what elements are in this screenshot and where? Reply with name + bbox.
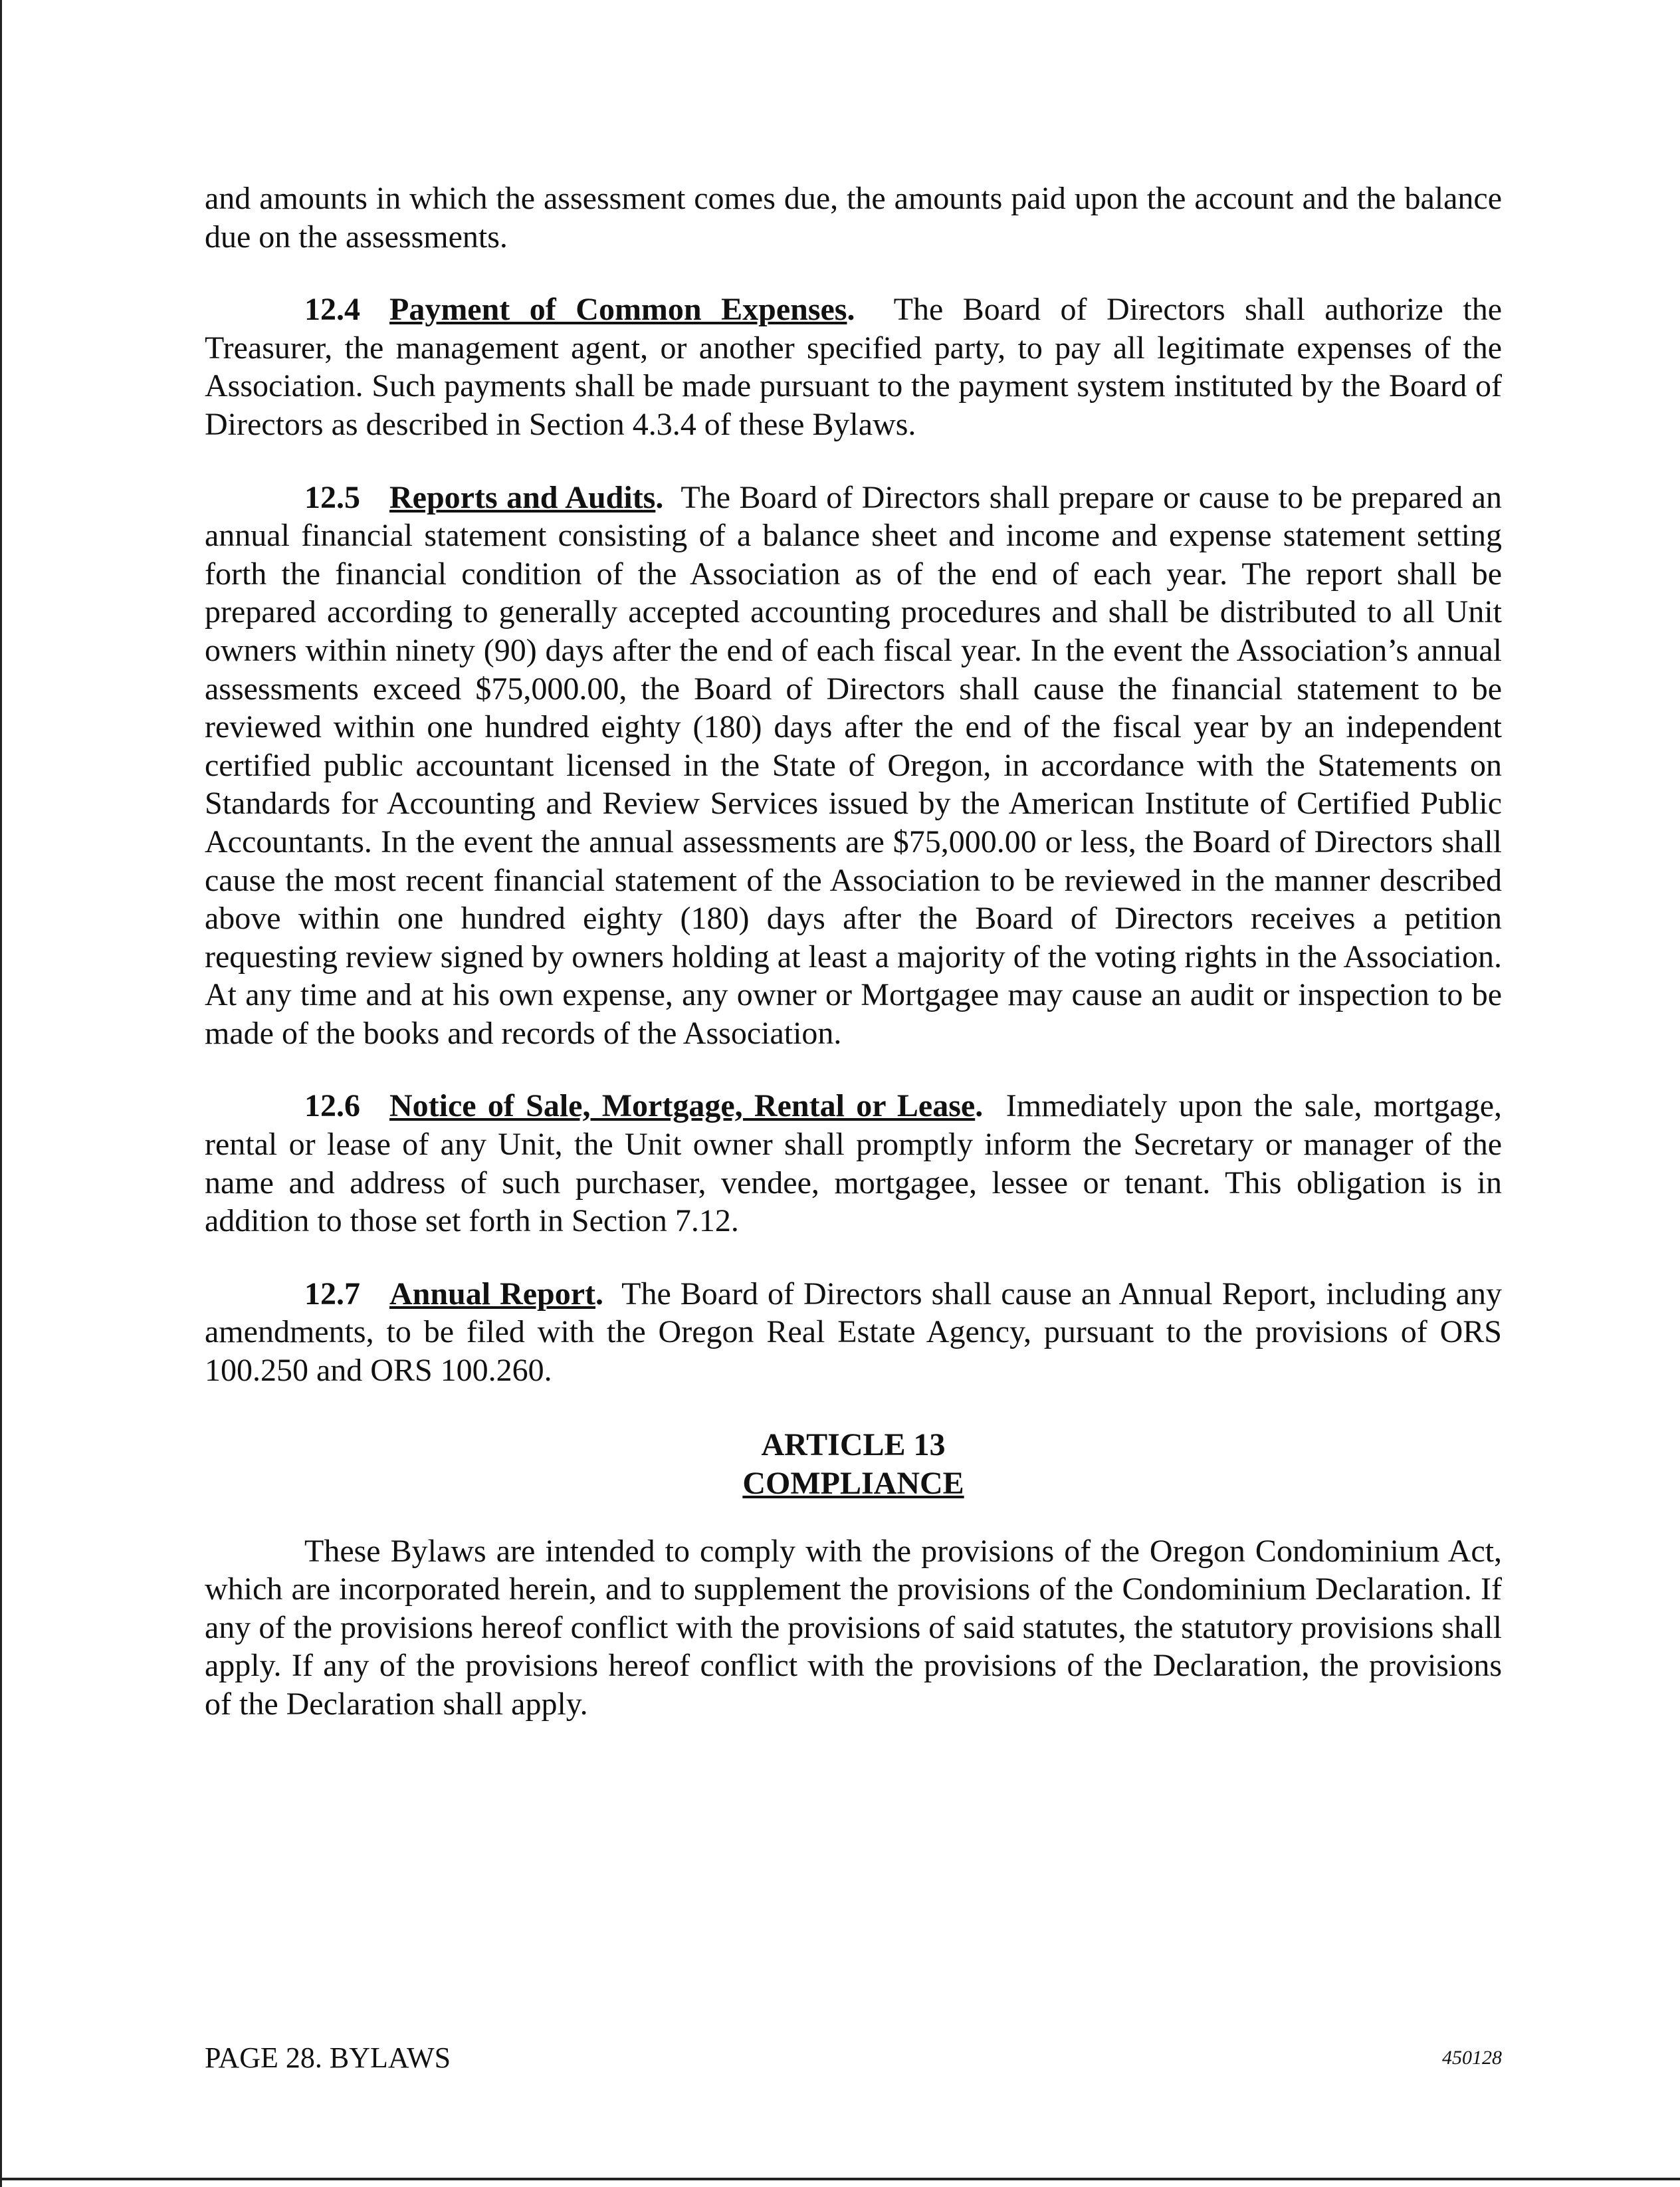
article-title: COMPLIANCE — [742, 1465, 964, 1501]
section-body: The Board of Directors shall cause an Annual Report, including any amendments, to be filed with the Oregon Real Estate Agency, pursuant to the provisions of ORS 100.250 and ORS 100.260. — [205, 1276, 1502, 1389]
section-number: 12.7 — [304, 1276, 360, 1312]
article-13-body: These Bylaws are intended to comply with the provisions of the Oregon Condominium Act, which are incorporated herein, and to supplement the provisions of the Condominium Declaration. If any of the provisions hereof conflict with the provisions of said statutes, the statutory provisions shall apply. If any of the provisions hereof conflict with the provisions of the Declaration, the provisions of the Declaration shall apply. — [205, 1533, 1502, 1722]
article-number: ARTICLE 13 — [761, 1427, 946, 1462]
footer-doc-number: 450128 — [1442, 2047, 1502, 2069]
section-body: The Board of Directors shall authorize the Treasurer, the management agent, or another specified party, to pay all legitimate expenses of the Association. Such payments shall be made pursuant to the payment system instituted by the Board of Directors as described in Section 4.3.4 of these Bylaws. — [205, 292, 1502, 442]
article-heading — [205, 1426, 1502, 1503]
section-12-6: 12.6 Notice of Sale, Mortgage, Rental or Lease. Immediately upon the sale, mortgage, rental or lease of any Unit, the Unit owner shall promptly inform the Secretary or manager of the name and address of such purchaser, vendee, mortgagee, lessee or tenant. This obligation is in addition to those set forth in Section 7.12. — [205, 1088, 1503, 1239]
document-page — [205, 179, 1502, 1724]
continuation-paragraph: and amounts in which the assessment comes due, the amounts paid upon the account and the balance due on the assessments. — [205, 181, 1502, 255]
section-number: 12.6 — [304, 1088, 360, 1124]
section-number: 12.5 — [304, 479, 360, 515]
section-body: The Board of Directors shall prepare or cause to be prepared an annual financial statement consisting of a balance sheet and income and expense statement setting forth the financial condition of the Association as of the end of each year. The report shall be prepared according to generally accepted accounting procedures and shall be distributed to all Unit owners within ninety (90) days after the end of each fiscal year. In the event the Association’s annual assessments exceed $75,000.00, the Board of Directors shall cause the financial statement to be reviewed within one hundred eighty (180) days after the end of the fiscal year by an independent certified public accountant licensed in the State of Oregon, in accordance with the Statements on Standards for Accounting and Review Services issued by the American Institute of Certified Public Accountants. In the event the annual assessments are $75,000.00 or less, the Board of Directors shall cause the most recent financial statement of the Association to be reviewed in the manner described above within one hundred eighty (180) days after the Board of Directors receives a petition requesting review signed by owners holding at least a majority of the voting rights in the Association. At any time and at his own expense, any owner or Mortgagee may cause an audit or inspection to be made of the books and records of the Association. — [205, 479, 1502, 1051]
section-title: Payment of Common Expenses — [389, 292, 847, 328]
section-body: Immediately upon the sale, mortgage, rental or lease of any Unit, the Unit owner shall promptly inform the Secretary or manager of the name and address of such purchaser, vendee, mortgagee, lessee or tenant. This obligation is in addition to those set forth in Section 7.12. — [205, 1088, 1503, 1239]
section-title: Notice of Sale, Mortgage, Rental or Lease — [389, 1088, 976, 1124]
section-title: Reports and Audits — [389, 479, 656, 515]
scan-edge-bottom — [0, 2178, 1680, 2180]
section-12-7: 12.7 Annual Report. The Board of Directors shall cause an Annual Report, including any amendments, to be filed with the Oregon Real Estate Agency, pursuant to the provisions of ORS 100.250 and ORS 100.260. — [205, 1276, 1502, 1389]
footer-page-label: PAGE 28. BYLAWS — [205, 2041, 451, 2074]
section-12-5: 12.5 Reports and Audits. The Board of Directors shall prepare or cause to be prepared an annual financial statement consisting of a balance sheet and income and expense statement setting forth the financial condition of the Association as of the end of each year. The report shall be prepared according to generally accepted accounting procedures and shall be distributed to all Unit owners within ninety (90) days after the end of each fiscal year. In the event the Association’s annual assessments exceed $75,000.00, the Board of Directors shall cause the financial statement to be reviewed within one hundred eighty (180) days after the end of the fiscal year by an independent certified public accountant licensed in the State of Oregon, in accordance with the Statements on Standards for Accounting and Review Services issued by the American Institute of Certified Public Accountants. In the event the annual assessments are $75,000.00 or less, the Board of Directors shall cause the most recent financial statement of the Association to be reviewed in the manner described above within one hundred eighty (180) days after the Board of Directors receives a petition requesting review signed by owners holding at least a majority of the voting rights in the Association. At any time and at his own expense, any owner or Mortgagee may cause an audit or inspection to be made of the books and records of the Association. — [205, 479, 1502, 1051]
section-number: 12.4 — [304, 292, 360, 328]
scan-edge-left — [0, 0, 2, 2187]
section-title: Annual Report — [389, 1276, 596, 1312]
section-12-4: 12.4 Payment of Common Expenses. The Board of Directors shall authorize the Treasurer, the management agent, or another specified party, to pay all legitimate expenses of the Association. Such payments shall be made pursuant to the payment system instituted by the Board of Directors as described in Section 4.3.4 of these Bylaws. — [205, 292, 1502, 442]
